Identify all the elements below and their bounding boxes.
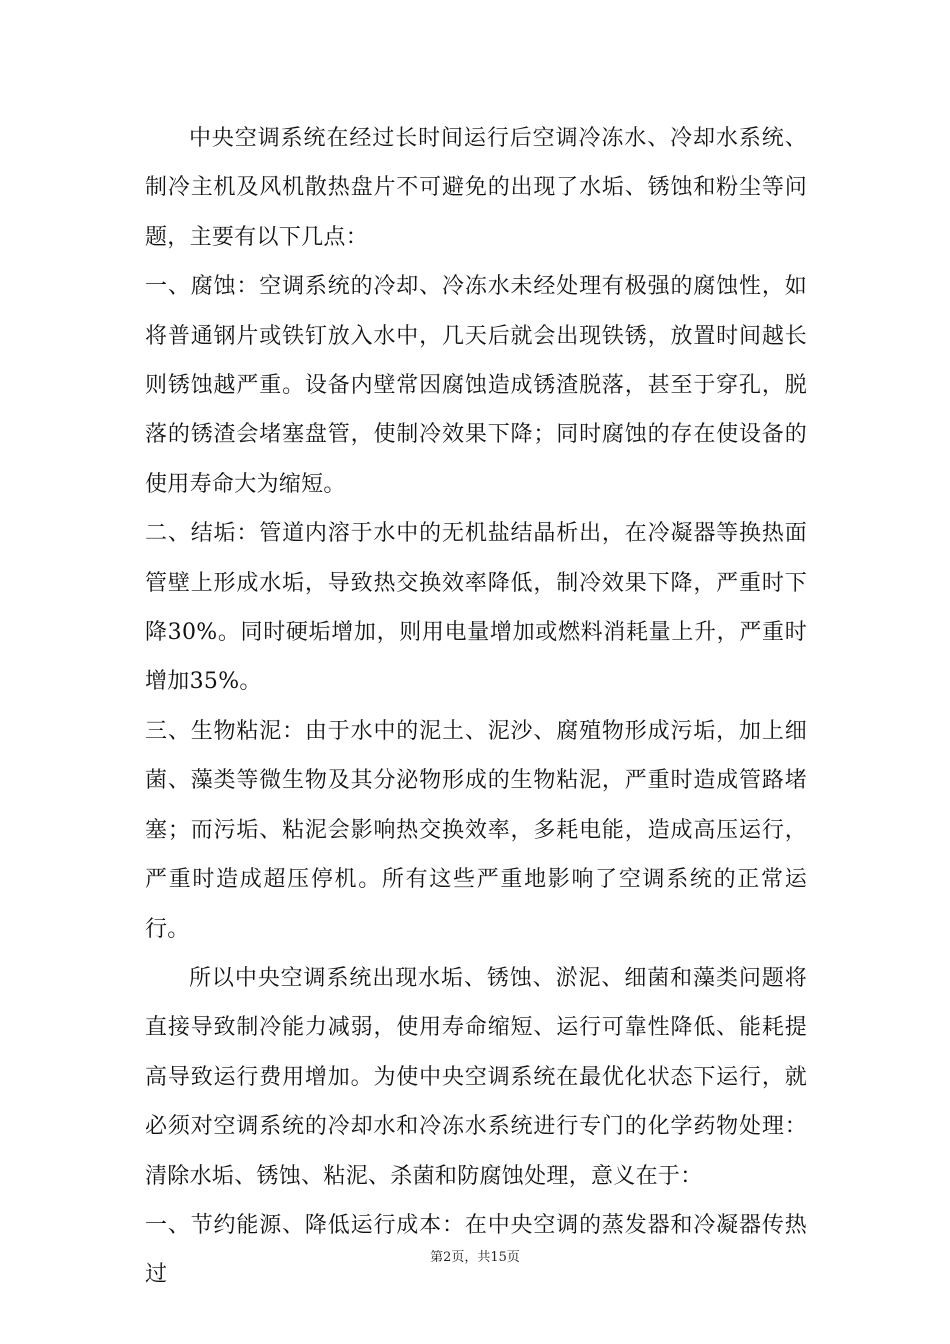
page-number-footer: 第2页，共15页	[430, 1250, 520, 1265]
paragraph-biological-slime: 三、生物粘泥：由于水中的泥土、泥沙、腐殖物形成污垢，加上细菌、藻类等微生物及其分泌物形成的生物粘泥，严重时造成管路堵塞；而污垢、粘泥会影响热交换效率，多耗电能，造成高压运行，严重时造成超压停机。所有这些严重地影响了空调系统的正常运行。	[145, 718, 807, 942]
paragraph-conclusion: 所以中央空调系统出现水垢、锈蚀、淤泥、细菌和藻类问题将直接导致制冷能力减弱，使用寿命缩短、运行可靠性降低、能耗提高导致运行费用增加。为使中央空调系统在最优化状态下运行，就必须对空调系统的冷却水和冷冻水系统进行专门的化学药物处理：清除水垢、锈蚀、粘泥、杀菌和防腐蚀处理，意义在于：	[145, 965, 807, 1189]
paragraph-scaling: 二、结垢：管道内溶于水中的无机盐结晶析出，在冷凝器等换热面管壁上形成水垢，导致热交换效率降低，制冷效果下降，严重时下降30%。同时硬垢增加，则用电量增加或燃料消耗量上升，严重时增加35%。	[145, 521, 807, 695]
paragraph-intro: 中央空调系统在经过长时间运行后空调冷冻水、冷却水系统、制冷主机及风机散热盘片不可避免的出现了水垢、锈蚀和粉尘等问题，主要有以下几点：	[145, 126, 807, 250]
paragraph-corrosion: 一、腐蚀：空调系统的冷却、冷冻水未经处理有极强的腐蚀性，如将普通钢片或铁钉放入水中，几天后就会出现铁锈，放置时间越长则锈蚀越严重。设备内壁常因腐蚀造成锈渣脱落，甚至于穿孔，脱落的锈渣会堵塞盘管，使制冷效果下降；同时腐蚀的存在使设备的使用寿命大为缩短。	[145, 274, 807, 497]
paragraph-energy-saving: 一、节约能源、降低运行成本：在中央空调的蒸发器和冷凝器传热过	[145, 1212, 807, 1288]
document-body	[145, 114, 807, 1300]
